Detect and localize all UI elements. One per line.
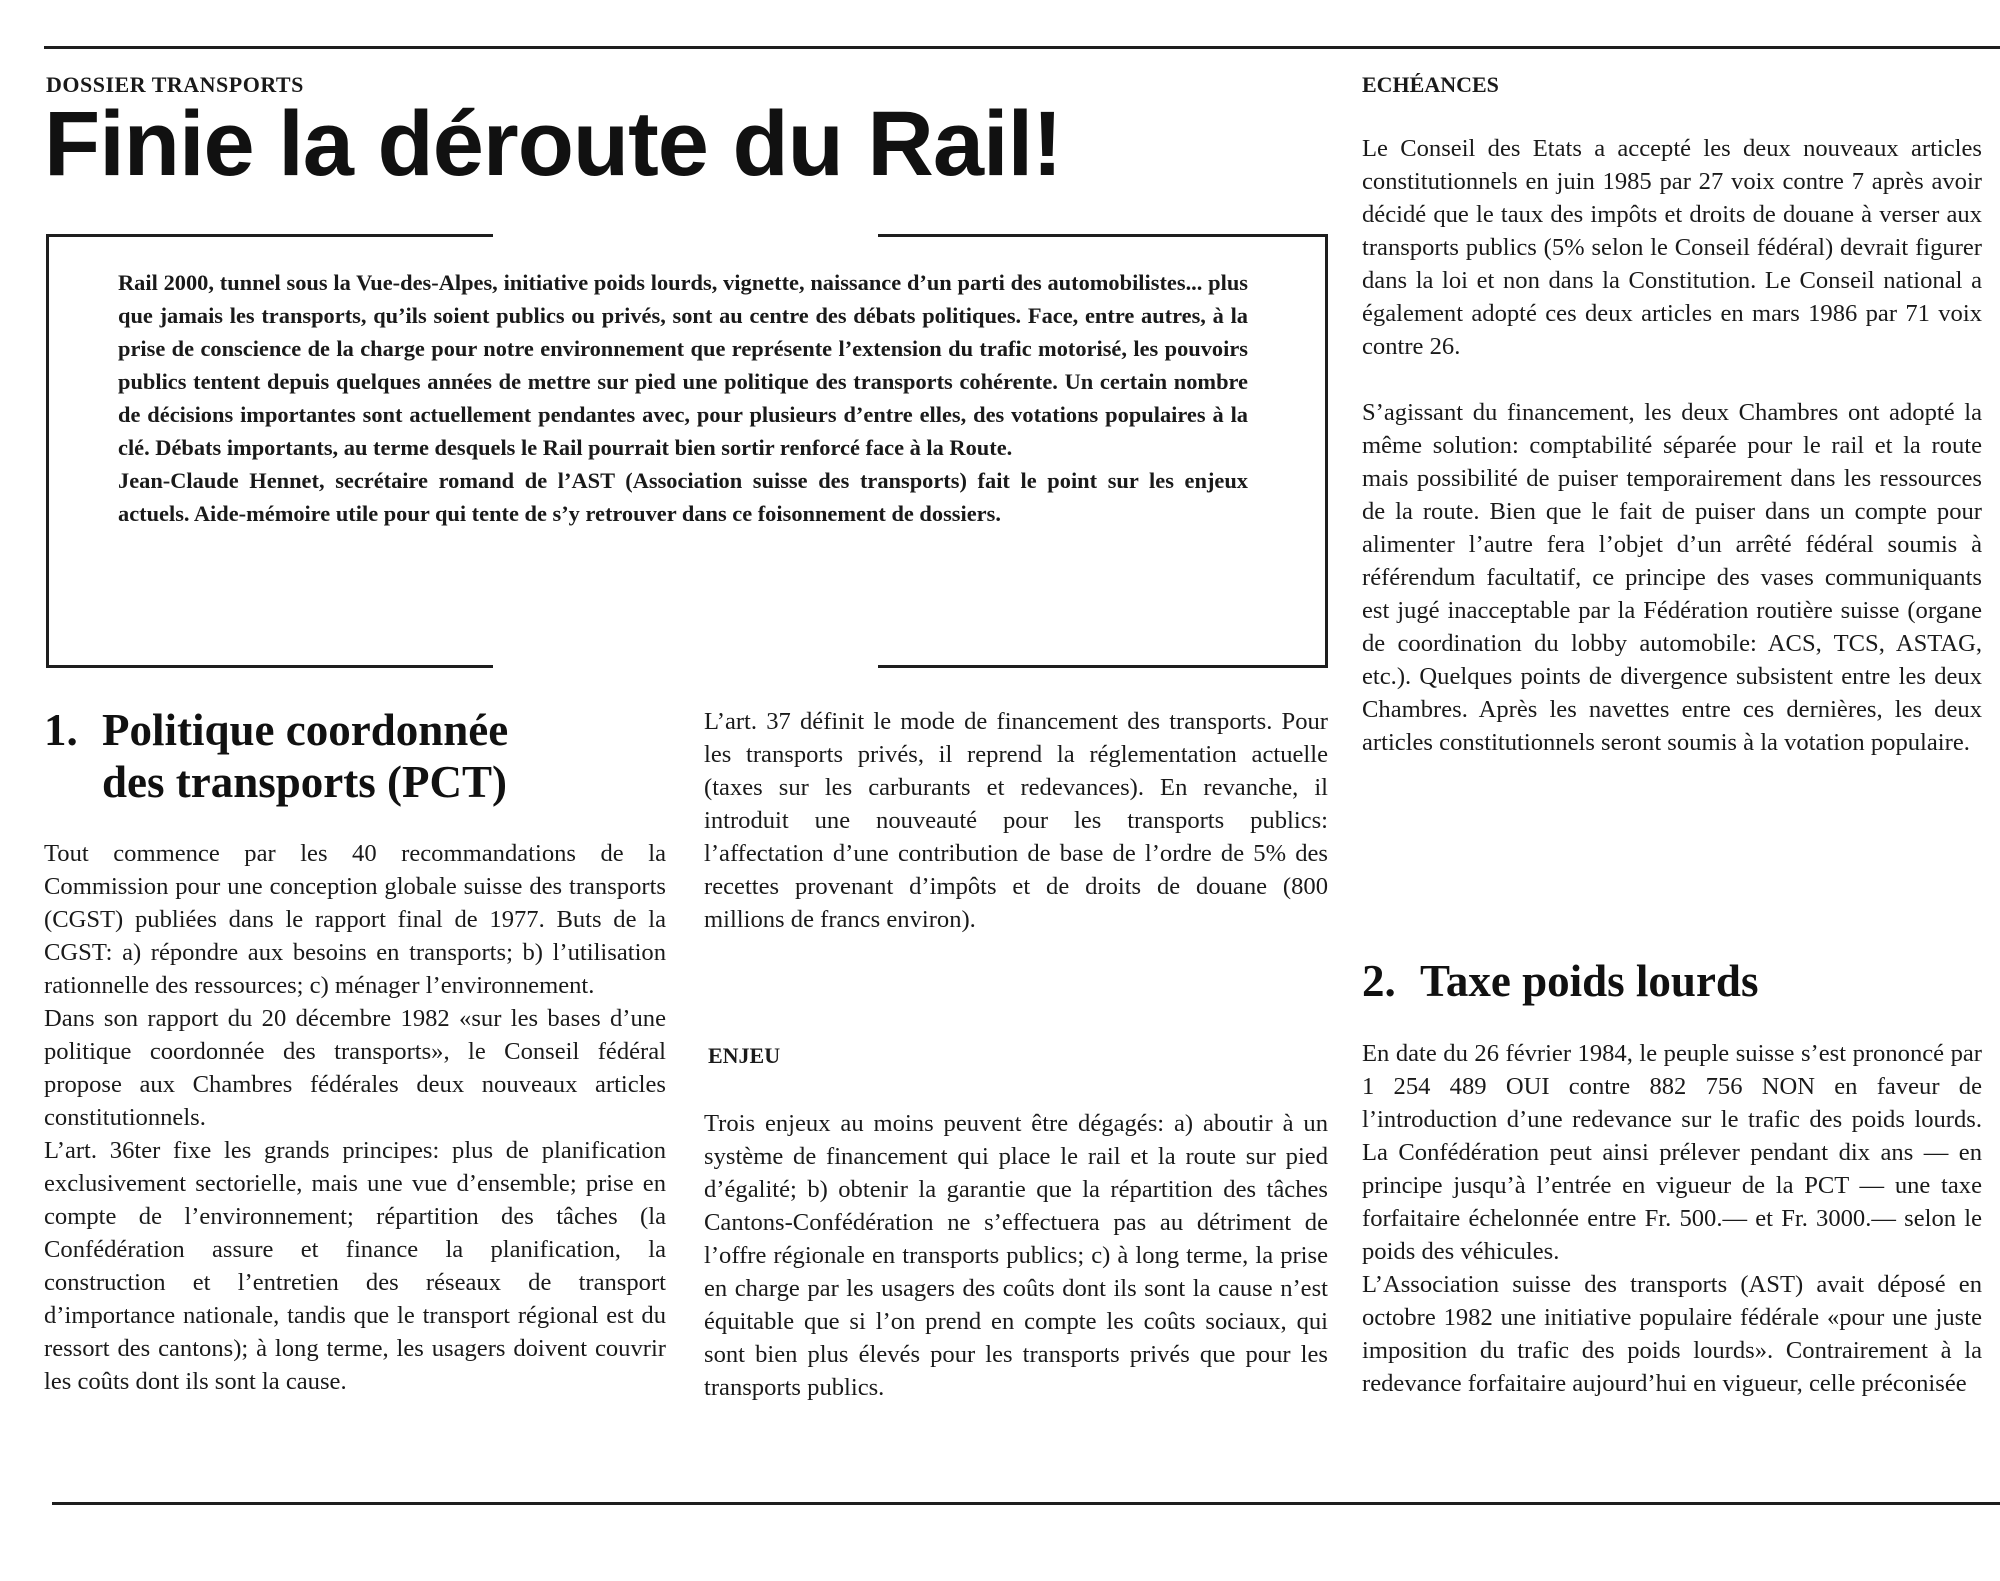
intro-byline-paragraph: Jean-Claude Hennet, secrétaire romand de l’AST (Association suisse des transports) fait le point sur les enjeux actuels. Aide-mémoire utile pour qui tente de s’y retrouver dans ce foisonnement de dossiers.	[118, 468, 1248, 526]
intro-text	[118, 266, 1248, 530]
section-1-paragraph: L’art. 36ter fixe les grands principes: plus de planification exclusivement sectorielle, mais une vue d’ensemble; prise en compte de l’environnement; répartition des tâches (la Confédération assure et finance la planification, la construction et l’entretien des réseaux de transport d’importance nationale, tandis que le transport régional est du ressort des cantons); à long terme, les usagers doivent couvrir les coûts dont ils sont la cause.	[44, 1137, 666, 1395]
enjeu-label: ENJEU	[708, 1043, 781, 1068]
section-2-title	[1362, 955, 1982, 1007]
section-1-number: 1.	[44, 705, 78, 755]
echeances-paragraph: Le Conseil des Etats a accepté les deux nouveaux articles constitutionnels en juin 1985 par 27 voix contre 7 après avoir décidé que le taux des impôts et droits de douane à verser aux transports publics (5% selon le Conseil fédéral) devrait figurer dans la loi et non dans la Constitution. Le Conseil national a également adopté ces deux articles en mars 1986 par 71 voix contre 26.	[1362, 135, 1982, 360]
echeances-label: ECHÉANCES	[1362, 72, 1499, 97]
enjeu-paragraph: Trois enjeux au moins peuvent être dégagés: a) aboutir à un système de financement qui place le rail et la route sur pied d’égalité; b) obtenir la garantie que la répartition des tâches Cantons-Confédération ne s’effectuera pas au détriment de l’offre régionale en transports publics; c) à long terme, la prise en charge par les usagers des coûts dont ils sont la cause n’est équitable que si l’on prend en compte les coûts sociaux, qui sont bien plus élevés pour les transports privés que pour les transports publics.	[704, 1110, 1328, 1401]
intro-box-bottom-gap	[493, 663, 878, 671]
section-1-title	[44, 704, 684, 808]
section-2-paragraph: En date du 26 février 1984, le peuple suisse s’est prononcé par 1 254 489 OUI contre 882 756 NON en faveur de l’introduction d’une redevance sur le trafic des poids lourds. La Confédération peut ainsi prélever pendant dix ans — en principe jusqu’à l’entrée en vigueur de la PCT — une taxe forfaitaire échelonnée entre Fr. 500.— et Fr. 3000.— selon le poids des véhicules.	[1362, 1040, 1982, 1265]
column-2-text	[704, 705, 1328, 936]
section-1-title-line-1: Politique coordonnée	[102, 705, 509, 755]
column-3-text	[1362, 132, 1982, 759]
section-1-title-line-2: des transports (PCT)	[102, 757, 507, 807]
art37-paragraph: L’art. 37 définit le mode de financement des transports. Pour les transports privés, il reprend la réglementation actuelle (taxes sur les carburants et redevances). En revanche, il introduit une nouveauté pour les transports publics: l’affectation d’une contribution de base de l’ordre de 5% des recettes provenant d’impôts et de droits de douane (800 millions de francs environ).	[704, 708, 1328, 933]
column-2-enjeu-text	[704, 1107, 1328, 1404]
section-1-paragraph: Dans son rapport du 20 décembre 1982 «sur les bases d’une politique coordonnée des transports», le Conseil fédéral propose aux Chambres fédérales deux nouveaux articles constitutionnels.	[44, 1005, 666, 1131]
bottom-rule	[52, 1502, 2000, 1505]
headline: Finie la déroute du Rail!	[44, 93, 1062, 195]
section-2-title-text: Taxe poids lourds	[1420, 956, 1759, 1006]
top-rule	[44, 46, 2000, 49]
intro-box-top-gap	[493, 231, 878, 239]
section-1-paragraph: Tout commence par les 40 recommandations de la Commission pour une conception globale suisse des transports (CGST) publiées dans le rapport final de 1977. Buts de la CGST: a) répondre aux besoins en transports; b) l’utilisation rationnelle des ressources; c) ménager l’environnement.	[44, 840, 666, 999]
section-2-text	[1362, 1037, 1982, 1400]
section-label: DOSSIER TRANSPORTS	[46, 72, 304, 97]
intro-paragraph: Rail 2000, tunnel sous la Vue-des-Alpes, initiative poids lourds, vignette, naissance d’un parti des automobilistes... plus que jamais les transports, qu’ils soient publics ou privés, sont au centre des débats politiques. Face, entre autres, à la prise de conscience de la charge pour notre environnement que représente l’extension du trafic motorisé, les pouvoirs publics tentent depuis quelques années de mettre sur pied une politique des transports cohérente. Un certain nombre de décisions importantes sont actuellement pendantes avec, pour plusieurs d’entre elles, des votations populaires à la clé. Débats importants, au terme desquels le Rail pourrait bien sortir renforcé face à la Route.	[118, 270, 1248, 460]
section-2-number: 2.	[1362, 956, 1396, 1006]
column-1-text	[44, 837, 666, 1398]
section-2-paragraph: L’Association suisse des transports (AST) avait déposé en octobre 1982 une initiative populaire fédérale «pour une juste imposition du trafic des poids lourds». Contrairement à la redevance forfaitaire aujourd’hui en vigueur, celle préconisée	[1362, 1271, 1982, 1397]
echeances-paragraph: S’agissant du financement, les deux Chambres ont adopté la même solution: comptabilité séparée pour le rail et la route mais possibilité de puiser temporairement dans les ressources de la route. Bien que le fait de puiser dans un compte pour alimenter l’autre fera l’objet d’un arrêté fédéral soumis à référendum facultatif, ce principe des vases communiquants est jugé inacceptable par la Fédération routière suisse (organe de coordination du lobby automobile: ACS, TCS, ASTAG, etc.). Quelques points de divergence subsistent entre les deux Chambres. Après les navettes entre ces dernières, les deux articles constitutionnels seront soumis à la votation populaire.	[1362, 399, 1982, 756]
